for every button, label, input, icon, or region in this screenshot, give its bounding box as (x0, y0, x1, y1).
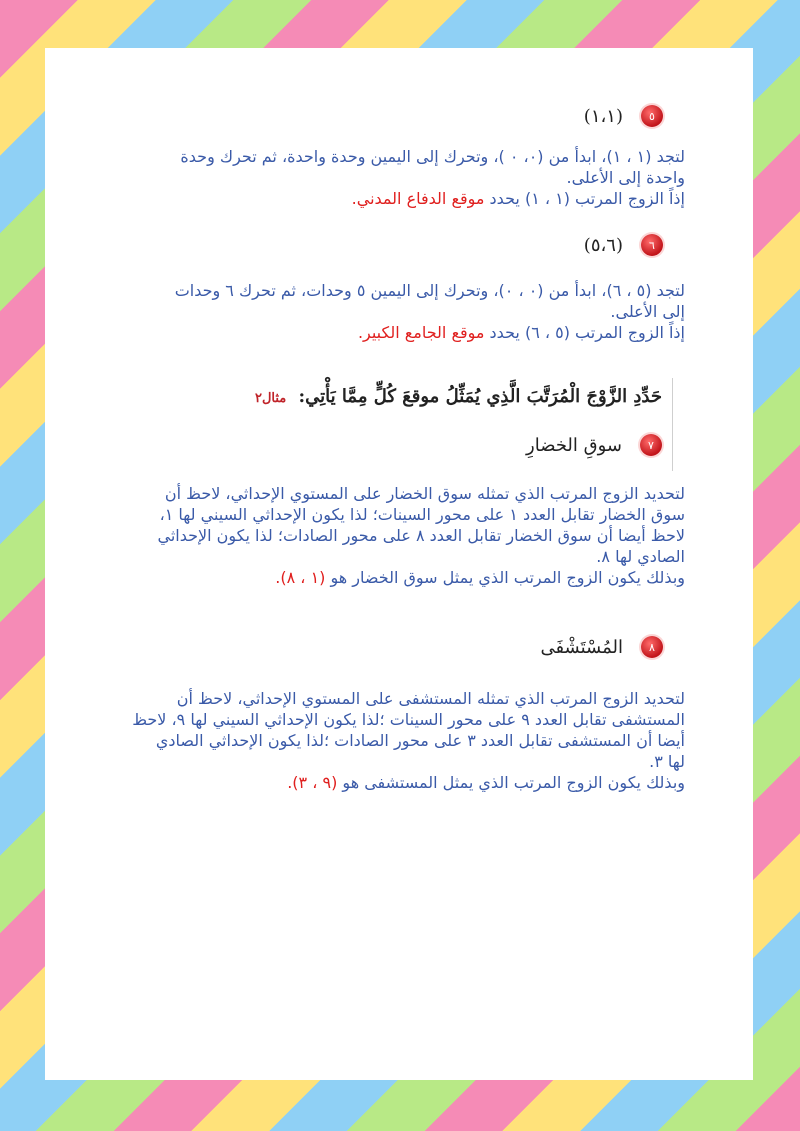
item-7-conclusion (105, 567, 685, 588)
item-7-conclusion-text: وبذلك يكون الزوج المرتب الذي يمثل سوق الخضار هو (330, 568, 685, 587)
item-7-solution (105, 483, 685, 588)
item-7-line-4: الصادي لها ٨. (596, 547, 685, 566)
item-5-title: (١،١) (583, 105, 623, 127)
example-label: مثال٢ (254, 391, 287, 406)
worksheet-page (45, 48, 753, 1080)
item-7-line-1: لتحديد الزوج المرتب الذي تمثله سوق الخضار على المستوي الإحداثي، لاحظ أن (164, 484, 685, 503)
item-8-title: المُسْتَشْفَى (540, 636, 623, 658)
item-6-conclusion-answer: موقع الجامع الكبير. (357, 323, 485, 342)
item-7-title: سوقِ الخضارِ (526, 434, 622, 456)
item-6-title: (٥،٦) (583, 234, 623, 256)
item-5-line-2: واحدة إلى الأعلى. (566, 168, 685, 187)
task-instruction-line (255, 386, 662, 407)
item-5-conclusion (105, 188, 685, 209)
item-6-conclusion (105, 322, 685, 343)
item-6-line-2: إلى الأعلى. (610, 302, 685, 321)
item-5-conclusion-text: إذاً الزوج المرتب (١ ، ١) يحدد (489, 189, 685, 208)
task-instruction: حَدِّدِ الزَّوْجَ الْمُرَتَّبَ الَّذِي يُمَثِّلُ موقعَ كُلٍّ مِمَّا يَأْتِي: (298, 386, 662, 407)
item-8-conclusion (105, 772, 685, 793)
item-8-line-1: لتحديد الزوج المرتب الذي تمثله المستشفى على المستوي الإحداثي، لاحظ أن (176, 689, 685, 708)
item-7-number-badge: ٧ (640, 434, 662, 456)
item-8-heading (540, 636, 663, 658)
item-6-heading (584, 234, 663, 256)
item-8-solution (105, 688, 685, 793)
item-8-number-badge: ٨ (641, 636, 663, 658)
item-8-line-4: لها ٣. (649, 752, 685, 771)
item-5-conclusion-answer: موقع الدفاع المدني. (351, 189, 485, 208)
example-task-box (254, 378, 673, 471)
item-6-line-1: لتجد (٥ ، ٦)، ابدأ من (٠ ، ٠)، وتحرك إلى اليمين ٥ وحدات، ثم تحرك ٦ وحدات (174, 281, 685, 300)
item-8-conclusion-text: وبذلك يكون الزوج المرتب الذي يمثل المستشفى هو (342, 773, 685, 792)
item-6-conclusion-text: إذاً الزوج المرتب (٥ ، ٦) يحدد (489, 323, 685, 342)
item-6-number-badge: ٦ (641, 234, 663, 256)
item-5-number-badge: ٥ (641, 105, 663, 127)
item-8-line-2: المستشفى تقابل العدد ٩ على محور السينات ؛لذا يكون الإحداثي السيني لها ٩، لاحظ (132, 710, 685, 729)
item-7-conclusion-answer: (١ ، ٨). (275, 568, 326, 587)
item-7-line-2: سوق الخضار تقابل العدد ١ على محور السينات؛ لذا يكون الإحداثي السيني لها ١، (159, 505, 685, 524)
item-6-solution (105, 280, 685, 343)
item-5-heading (584, 105, 663, 127)
item-7-line-3: لاحظ أيضا أن سوق الخضار تقابل العدد ٨ على محور الصادات؛ لذا يكون الإحداثي (157, 526, 685, 545)
item-8-line-3: أيضا أن المستشفى تقابل العدد ٣ على محور الصادات ؛لذا يكون الإحداثي الصادي (155, 731, 685, 750)
item-7-heading (526, 434, 662, 456)
item-5-line-1: لتجد (١ ، ١)، ابدأ من (٠، ٠ )، وتحرك إلى اليمين وحدة واحدة، ثم تحرك وحدة (180, 147, 685, 166)
item-8-conclusion-answer: (٩ ، ٣). (287, 773, 338, 792)
item-5-solution (105, 146, 685, 209)
